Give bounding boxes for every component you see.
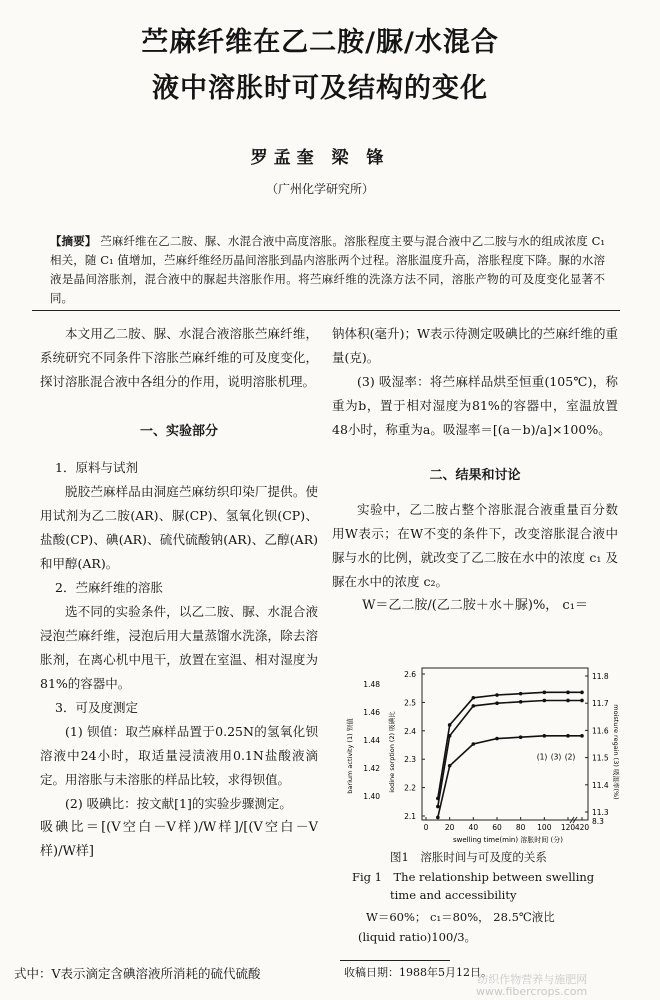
right-continuation: 钠体积(毫升)；W表示待测定吸碘比的苎麻纤维的重量(克)。 [332,326,618,365]
figure-caption-cn: 图1 溶胀时间与可及度的关系 [390,850,547,864]
x-tick-label: 100 [537,823,552,832]
y3-axis-label: moisture regain (3) 吸湿率(%) [612,704,620,800]
data-point [543,691,547,695]
y1-tick-label: 1.40 [363,792,380,801]
x-tick-label: 80 [515,823,526,832]
x-tick-label: 0 [423,823,429,832]
data-point [448,764,452,768]
data-point [436,805,440,809]
y3-tick-label: 11.8 [592,672,609,681]
figure-1-chart [346,660,618,846]
y3-tick-label: 11.7 [592,699,609,709]
y2-tick-label: 2.3 [404,755,416,765]
data-point [448,723,452,727]
x-tick-label: 40 [468,823,479,832]
watermark-line-1: 纺织作物营养与施肥网 [477,973,588,986]
y3-tick-label: 11.4 [592,780,609,790]
y3-axis-ticks [585,672,609,826]
x-tick-label: 420 [574,823,590,832]
subsection-1-title: 1．原料与试剂 [55,460,138,475]
data-point [566,691,570,695]
figure-conditions-2: (liquid ratio)100/3。 [358,930,477,944]
data-point [580,691,584,695]
authors: 罗孟奎 梁 锋 [250,148,390,168]
data-point [472,742,476,746]
w-formula: W＝乙二胺/(乙二胺＋水＋脲)%， c₁＝ [362,598,588,613]
y1-axis-ticks [363,680,380,801]
data-point [448,734,452,738]
y1-axis-label: barium activity (1) 钡值 [346,718,354,794]
left-bottom-line: 式中：V表示滴定含碘溶液所消耗的硫代硫酸 [14,966,261,981]
title-line-1: 苎麻纤维在乙二胺/脲/水混合 [141,27,499,58]
y2-tick-label: 2.2 [404,783,416,793]
results-paragraph: 实验中，乙二胺占整个溶胀混合液重量百分数用W表示；在W不变的条件下，改变溶胀混合液中脲与水的比例，就改变了乙二胺在水中的浓度 c₁ 及脲在水中的浓度 c₂。 [332,502,618,589]
y1-tick-label: 1.46 [363,708,380,717]
data-point [566,699,570,703]
y3-extra-tick-label: 8.3 [592,817,604,826]
iodine-formula: 吸碘比＝[(V空白－V样)/W样]/[(V空白－V样)/W样] [40,820,318,859]
y2-tick-label: 2.6 [404,670,416,679]
moisture-regain-item: (3) 吸湿率：将苎麻样品烘至恒重(105℃)，称重为b，置于相对湿度为81%的容器中，室温放置48小时，称重为a。吸湿率＝[(a－b)/a]×100%。 [332,374,618,437]
footnote-rule [340,960,450,961]
chart-curves [436,691,584,820]
series-line-2 [438,736,582,818]
watermark-line-2: www.fibercrops.com [476,985,588,998]
x-axis-ticks [424,817,590,832]
data-point [519,700,523,704]
divider [32,310,620,311]
iodine-sorption-item: (2) 吸碘比：按文献[1]的实验步骤测定。 [65,796,292,811]
subsection-2-title: 2．苎麻纤维的溶胀 [55,580,163,595]
data-point [495,737,499,741]
title-line-2: 液中溶胀时可及结构的变化 [152,73,488,104]
abstract-tag: 【摘要】 [50,234,97,248]
x-tick-label: 120 [560,823,576,832]
affiliation: （广州化学研究所） [265,182,374,196]
figure-caption-en-1: Fig 1 The relationship between swelling [352,870,595,884]
left-column [40,322,318,864]
y1-tick-label: 1.48 [363,680,380,689]
y3-tick-label: 11.5 [592,753,609,763]
data-point [566,734,570,738]
data-point [495,701,499,705]
y2-tick-label: 2.5 [404,698,416,708]
data-point [519,735,523,739]
subsection-3-title: 3．可及度测定 [55,700,138,715]
y1-tick-label: 1.42 [363,764,380,773]
series-line-1 [438,692,582,798]
y2-tick-label: 2.4 [404,726,416,736]
figure-conditions-1: W＝60%； c₁＝80%， 28.5℃液比 [366,910,555,924]
abstract [50,232,605,308]
barium-value-item: (1) 钡值：取苎麻样品置于0.25N的氢氧化钡溶液中24小时，取适量浸渍液用0.1N盐酸液滴定。用溶胀与未溶胀的样品比较，求得钡值。 [40,724,318,787]
data-point [472,696,476,700]
y3-tick-label: 11.6 [592,726,609,736]
x-tick-label: 20 [444,823,455,832]
subsection-2-text: 选不同的实验条件，以乙二胺、脲、水混合液浸泡苎麻纤维，浸泡后用大量蒸馏水洗涤，除去溶胀剂，在离心机中甩干，放置在室温、相对湿度为81%的容器中。 [40,604,318,691]
x-axis-label: swelling time(min) 溶胀时间 (分) [452,836,564,844]
data-point [543,734,547,738]
data-point [436,816,440,820]
right-column [332,322,618,618]
data-point [580,734,584,738]
curve-label: (2) [564,752,576,762]
intro-paragraph: 本文用乙二胺、脲、水混合液溶胀苎麻纤维，系统研究不同条件下溶胀苎麻纤维的可及度变化，探讨溶胀混合液中各组分的作用，说明溶胀机理。 [40,326,318,389]
y1-tick-label: 1.44 [363,736,380,745]
footnote: 收稿日期：1988年5月12日。 [344,966,492,979]
data-point [519,692,523,696]
curve-label: (3) [550,752,562,762]
section-results: 二、结果和讨论 [429,468,521,483]
data-point [495,693,499,697]
abstract-text: 苎麻纤维在乙二胺、脲、水混合液中高度溶胀。溶胀程度主要与混合液中乙二胺与水的组成浓度 C₁ 相关，随 C₁ 值增加，苎麻纤维经历晶间溶胀到晶内溶胀两个过程。溶胀温度升高，溶胀程度下降。脲的水溶液是晶间溶胀剂，混合液中的脲起共溶胀作用。将苎麻纤维的洗涤方法不同，溶胀产物的可及度变化显著不同。 [50,234,606,305]
data-point [472,704,476,708]
data-point [543,699,547,703]
y2-tick-label: 2.1 [404,812,416,821]
subsection-1-text: 脱胶苎麻样品由洞庭苎麻纺织印染厂提供。使用试剂为乙二胺(AR)、脲(CP)、氢氧化钡(CP)、盐酸(CP)、碘(AR)、硫代硫酸钠(AR)、乙醇(AR)和甲醇(AR)。 [40,484,318,571]
section-experimental: 一、实验部分 [139,424,218,439]
data-point [580,699,584,703]
y2-axis-label: iodine sorption (2) 吸碘比 [388,711,396,793]
watermark [476,974,587,998]
x-tick-label: 60 [492,823,502,832]
y3-tick-label: 11.3 [592,808,609,817]
figure-caption-en-2: time and accessibility [390,888,517,902]
curve-label: (1) [536,752,548,762]
